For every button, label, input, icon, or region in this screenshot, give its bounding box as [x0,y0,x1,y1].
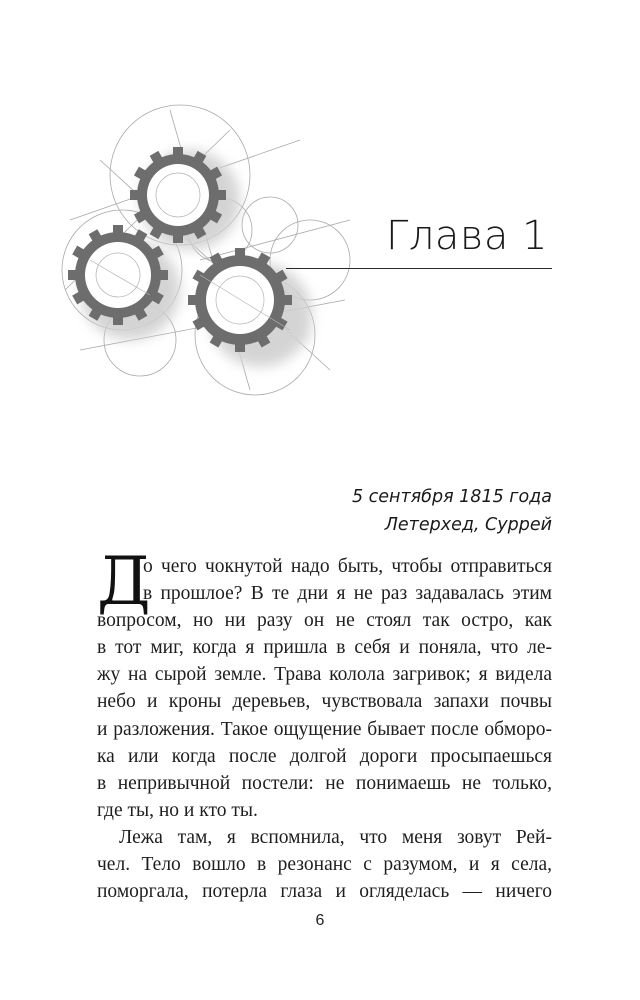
chapter-rule [286,268,552,269]
text-line: о чего чокнутой надо быть, чтобы отправиться [143,556,552,577]
text-line: в тот миг, когда я пришла в себя и поняла, что ле- [97,637,552,659]
text-line: вопросом, но ни разу он не стоял так остро, как [97,610,552,632]
gears-illustration [60,100,360,400]
dateline [352,483,552,539]
text-line: Лежа там, я вспомнила, что меня зовут Рей- [119,826,552,848]
text-line: чел. Тело вошло в резонанс с разумом, и я села, [97,854,552,876]
body-text [97,553,552,905]
text-line: небо и кроны деревьев, чувствовала запахи почвы [97,691,552,713]
text-line: жу на сырой земле. Трава колола загривок; я видела [97,664,552,686]
chapter-title: Глава 1 [386,213,548,259]
text-line: поморгала, потерла глаза и огляделась — ничего [97,881,552,903]
dateline-date: 5 сентября 1815 года [351,487,552,507]
text-line: ка или когда после долгой дороги просыпаешься [97,745,552,767]
text-line: и разложения. Такое ощущение бывает после обморо- [97,718,552,740]
text-line: в непривычной постели: не понимаешь не только, [97,772,552,794]
page-number: 6 [315,912,325,929]
drop-cap: Д [97,543,151,620]
text-line: где ты, но и кто ты. [97,799,258,821]
dateline-place: Летерхед, Суррей [384,515,552,535]
text-line: в прошлое? В те дни я не раз задавалась этим [143,583,552,605]
